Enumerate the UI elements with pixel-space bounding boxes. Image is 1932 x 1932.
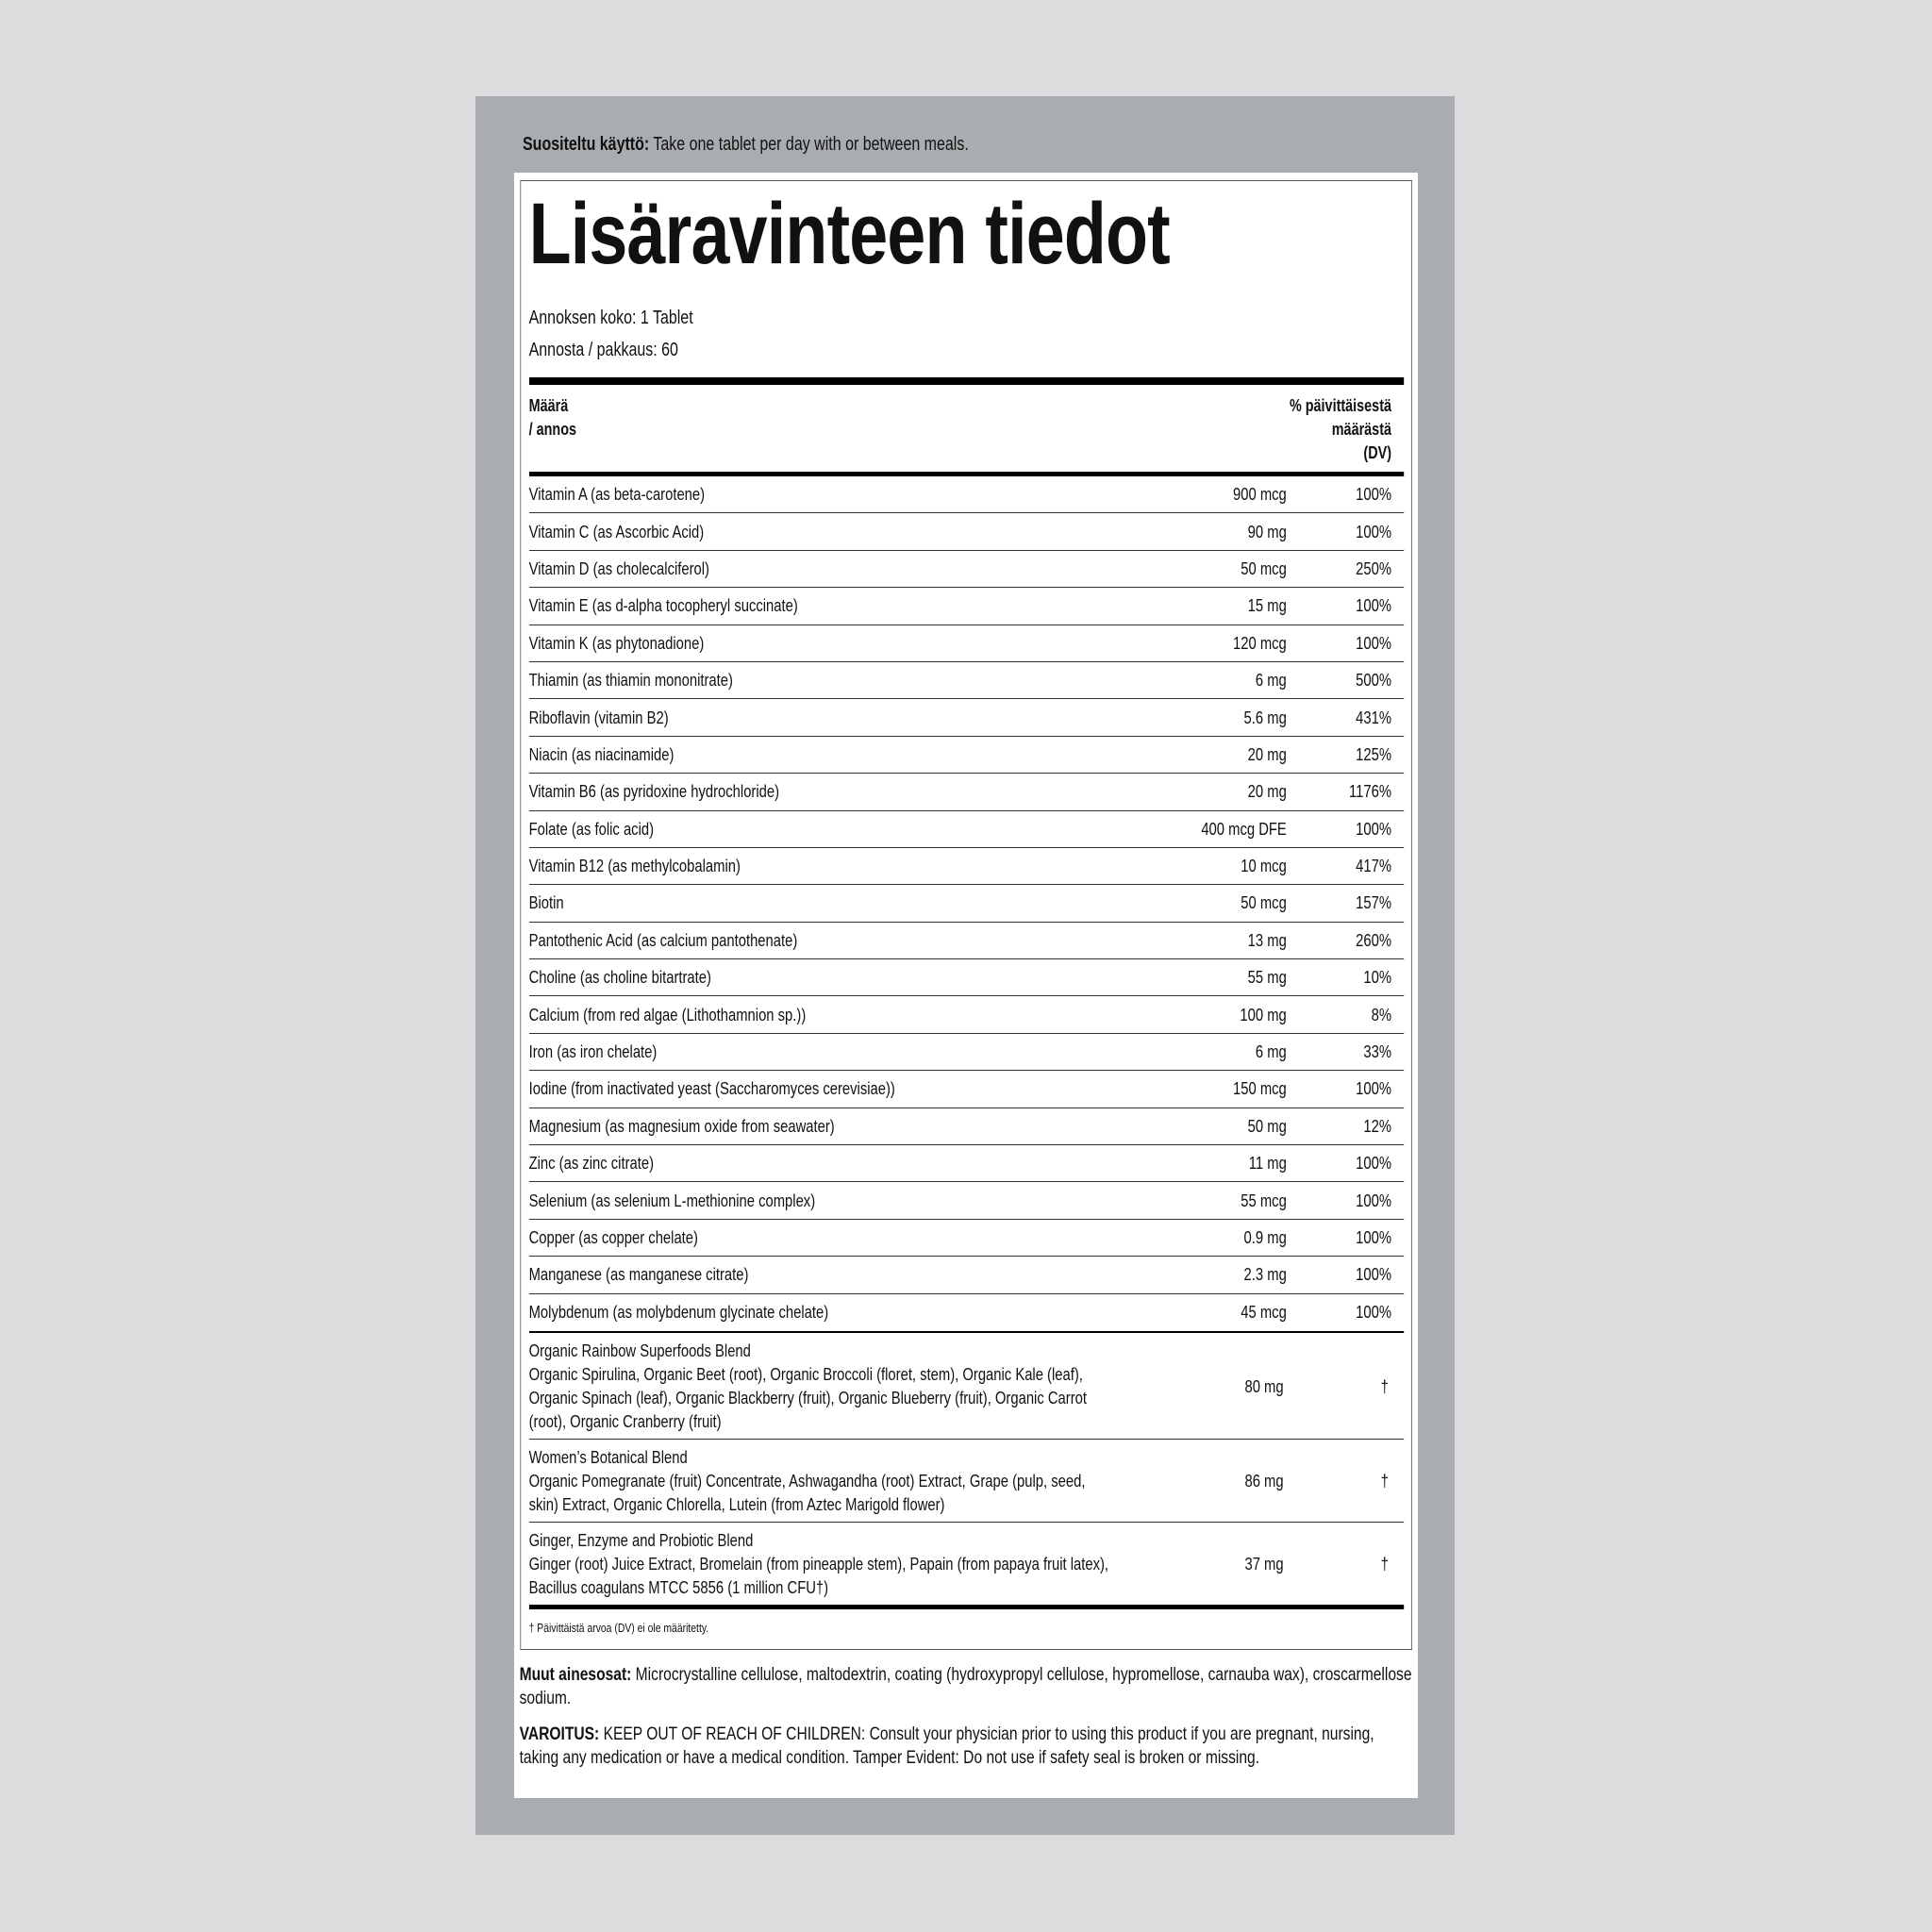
- nutrient-name: Niacin (as niacinamide): [528, 743, 675, 764]
- table-row: [529, 513, 1404, 550]
- table-row: [529, 1108, 1404, 1145]
- dv-header-line2: määrästä: [1331, 420, 1391, 439]
- nutrient-name: Vitamin D (as cholecalciferol): [528, 558, 709, 578]
- nutrient-amount: 5.6 mg: [1243, 707, 1287, 727]
- suggested-use: [523, 132, 1428, 157]
- blend-dv: †: [1380, 1471, 1389, 1491]
- nutrient-name: Manganese (as manganese citrate): [528, 1264, 749, 1285]
- nutrient-dv: 100%: [1356, 818, 1391, 839]
- blend-dv: †: [1380, 1554, 1389, 1574]
- nutrient-amount: 45 mcg: [1241, 1302, 1287, 1323]
- amount-header-line1: Määrä: [528, 396, 569, 415]
- nutrient-amount: 150 mcg: [1233, 1078, 1287, 1099]
- nutrient-amount: 50 mg: [1247, 1115, 1287, 1136]
- nutrient-dv: 431%: [1356, 707, 1391, 727]
- nutrient-dv: 33%: [1363, 1041, 1391, 1062]
- nutrient-amount: 10 mcg: [1241, 856, 1287, 876]
- table-row: [529, 1294, 1404, 1331]
- nutrient-name: Vitamin A (as beta-carotene): [528, 484, 706, 505]
- table-row: [529, 1182, 1404, 1219]
- nutrient-amount: 100 mg: [1240, 1004, 1287, 1024]
- divider-thick: [529, 377, 1404, 385]
- nutrient-amount: 900 mcg: [1233, 484, 1287, 505]
- other-ingredients-text: Microcrystalline cellulose, maltodextrin, coating (hydroxypropyl cellulose, hypromellose, carnauba wax), croscarmellose sodium.: [519, 1664, 1412, 1709]
- nutrient-amount: 2.3 mg: [1243, 1264, 1287, 1285]
- nutrient-amount: 20 mg: [1247, 781, 1287, 802]
- nutrient-amount: 400 mcg DFE: [1201, 818, 1287, 839]
- nutrient-name: Biotin: [528, 892, 564, 913]
- nutrient-dv: 100%: [1356, 1264, 1391, 1285]
- nutrient-table: [529, 476, 1404, 1331]
- table-row: [529, 588, 1404, 625]
- blend-row: [529, 1523, 1404, 1605]
- nutrient-dv: 100%: [1356, 1153, 1391, 1174]
- table-row: [529, 625, 1404, 662]
- table-row: [529, 699, 1404, 736]
- warning-text: KEEP OUT OF REACH OF CHILDREN: Consult your physician prior to using this product if you are pregnant, nursing, taking any medication or have a medical condition. Tamper Evident: Do not use if safety seal is broken or missing.: [519, 1724, 1374, 1769]
- table-row: [529, 662, 1404, 699]
- blend-detail: Organic Pomegranate (fruit) Concentrate, Ashwagandha (root) Extract, Grape (pulp, seed, skin) Extract, Organic Chlorella, Lutein (from Aztec Marigold flower): [528, 1471, 1086, 1515]
- nutrient-dv: 10%: [1363, 967, 1391, 988]
- dv-header-line1: % päivittäisestä: [1289, 396, 1391, 415]
- nutrient-dv: 100%: [1356, 1078, 1391, 1099]
- warning-label: VAROITUS:: [519, 1724, 600, 1745]
- table-row: [529, 551, 1404, 588]
- blend-detail: Organic Spirulina, Organic Beet (root), Organic Broccoli (floret, stem), Organic Kale (leaf), Organic Spinach (leaf), Organic Blackberry (fruit), Organic Blueberry (fruit), Organic Carrot (root), Organic Cranberry (fruit): [528, 1364, 1087, 1432]
- table-row: [529, 923, 1404, 959]
- blend-name: Organic Rainbow Superfoods Blend: [528, 1341, 751, 1361]
- table-row: [529, 811, 1404, 848]
- footnote: † Päivittäistä arvoa (DV) ei ole määritetty.: [528, 1621, 709, 1636]
- serving-size: Annoksen koko: 1 Tablet: [528, 308, 693, 328]
- amount-header-line2: / annos: [528, 420, 577, 439]
- nutrient-dv: 100%: [1356, 595, 1391, 616]
- blend-amount: 80 mg: [1244, 1375, 1284, 1396]
- nutrient-dv: 12%: [1363, 1115, 1391, 1136]
- supplement-facts-panel: [514, 173, 1418, 1798]
- table-row: [529, 1034, 1404, 1071]
- nutrient-dv: 260%: [1356, 929, 1391, 950]
- table-row: [529, 1257, 1404, 1293]
- nutrient-amount: 6 mg: [1255, 670, 1287, 691]
- nutrient-name: Iron (as iron chelate): [528, 1041, 658, 1062]
- table-row: [529, 774, 1404, 810]
- nutrient-name: Folate (as folic acid): [528, 818, 655, 839]
- servings-per-container: Annosta / pakkaus: 60: [528, 340, 678, 360]
- other-ingredients-label: Muut ainesosat:: [519, 1664, 632, 1686]
- nutrient-dv: 157%: [1356, 892, 1391, 913]
- nutrient-amount: 55 mcg: [1241, 1190, 1287, 1210]
- blend-name: Women’s Botanical Blend: [528, 1447, 688, 1468]
- nutrient-name: Zinc (as zinc citrate): [528, 1153, 655, 1174]
- nutrient-name: Riboflavin (vitamin B2): [528, 707, 669, 727]
- nutrient-name: Vitamin E (as d-alpha tocopheryl succinate): [528, 595, 798, 616]
- table-row: [529, 1220, 1404, 1257]
- nutrient-name: Copper (as copper chelate): [528, 1227, 698, 1247]
- table-row: [529, 1145, 1404, 1182]
- nutrient-amount: 6 mg: [1255, 1041, 1287, 1062]
- nutrient-dv: 1176%: [1349, 781, 1391, 802]
- nutrient-dv: 100%: [1356, 1302, 1391, 1323]
- table-row: [529, 1071, 1404, 1108]
- nutrient-name: Iodine (from inactivated yeast (Saccharomyces cerevisiae)): [528, 1078, 895, 1099]
- nutrient-name: Magnesium (as magnesium oxide from seawater): [528, 1115, 835, 1136]
- table-header: [529, 385, 1404, 472]
- nutrient-name: Calcium (from red algae (Lithothamnion sp.)): [528, 1004, 807, 1024]
- nutrient-amount: 0.9 mg: [1243, 1227, 1287, 1247]
- nutrient-amount: 13 mg: [1247, 929, 1287, 950]
- nutrient-name: Vitamin B6 (as pyridoxine hydrochloride): [528, 781, 780, 802]
- nutrient-amount: 120 mcg: [1233, 632, 1287, 653]
- nutrient-dv: 100%: [1356, 1190, 1391, 1210]
- nutrient-name: Molybdenum (as molybdenum glycinate chelate): [528, 1302, 829, 1323]
- nutrient-name: Thiamin (as thiamin mononitrate): [528, 670, 733, 691]
- nutrient-amount: 15 mg: [1247, 595, 1287, 616]
- blend-row: [529, 1440, 1404, 1523]
- nutrient-name: Pantothenic Acid (as calcium pantothenate): [528, 929, 798, 950]
- other-ingredients: [520, 1663, 1414, 1710]
- supplement-facts-box: [520, 180, 1412, 1650]
- table-row: [529, 737, 1404, 774]
- dv-header-line3: (DV): [1363, 443, 1391, 462]
- divider-bottom: [529, 1605, 1404, 1609]
- suggested-use-text: Take one tablet per day with or between meals.: [649, 134, 969, 155]
- nutrient-name: Vitamin K (as phytonadione): [528, 632, 705, 653]
- page-title: Lisäravinteen tiedot: [528, 186, 1170, 282]
- nutrient-amount: 20 mg: [1247, 743, 1287, 764]
- blend-row: [529, 1333, 1404, 1440]
- blend-name: Ginger, Enzyme and Probiotic Blend: [528, 1530, 754, 1551]
- blend-table: [529, 1333, 1404, 1605]
- blend-dv: †: [1380, 1375, 1389, 1396]
- nutrient-dv: 500%: [1356, 670, 1391, 691]
- nutrient-amount: 11 mg: [1248, 1153, 1287, 1174]
- table-row: [529, 848, 1404, 885]
- additional-info: [520, 1663, 1414, 1770]
- nutrient-name: Vitamin B12 (as methylcobalamin): [528, 856, 741, 876]
- warning: [520, 1723, 1414, 1770]
- table-row: [529, 885, 1404, 922]
- nutrient-amount: 50 mcg: [1241, 558, 1287, 578]
- table-row: [529, 476, 1404, 513]
- table-row: [529, 996, 1404, 1033]
- blend-amount: 86 mg: [1244, 1471, 1284, 1491]
- nutrient-dv: 250%: [1356, 558, 1391, 578]
- nutrient-dv: 100%: [1356, 484, 1391, 505]
- suggested-use-label: Suositeltu käyttö:: [523, 134, 650, 155]
- nutrient-amount: 90 mg: [1247, 521, 1287, 541]
- nutrient-dv: 417%: [1356, 856, 1391, 876]
- nutrient-dv: 100%: [1356, 1227, 1391, 1247]
- nutrient-amount: 50 mcg: [1241, 892, 1287, 913]
- nutrient-dv: 100%: [1356, 521, 1391, 541]
- blend-amount: 37 mg: [1244, 1554, 1284, 1574]
- nutrient-dv: 8%: [1371, 1004, 1391, 1024]
- table-row: [529, 959, 1404, 996]
- nutrient-name: Vitamin C (as Ascorbic Acid): [528, 521, 705, 541]
- nutrient-dv: 100%: [1356, 632, 1391, 653]
- nutrient-dv: 125%: [1356, 743, 1391, 764]
- blend-detail: Ginger (root) Juice Extract, Bromelain (from pineapple stem), Papain (from papaya fruit latex), Bacillus coagulans MTCC 5856 (1 million CFU†): [528, 1554, 1109, 1598]
- nutrient-name: Selenium (as selenium L-methionine complex): [528, 1190, 816, 1210]
- nutrient-amount: 55 mg: [1247, 967, 1287, 988]
- nutrient-name: Choline (as choline bitartrate): [528, 967, 711, 988]
